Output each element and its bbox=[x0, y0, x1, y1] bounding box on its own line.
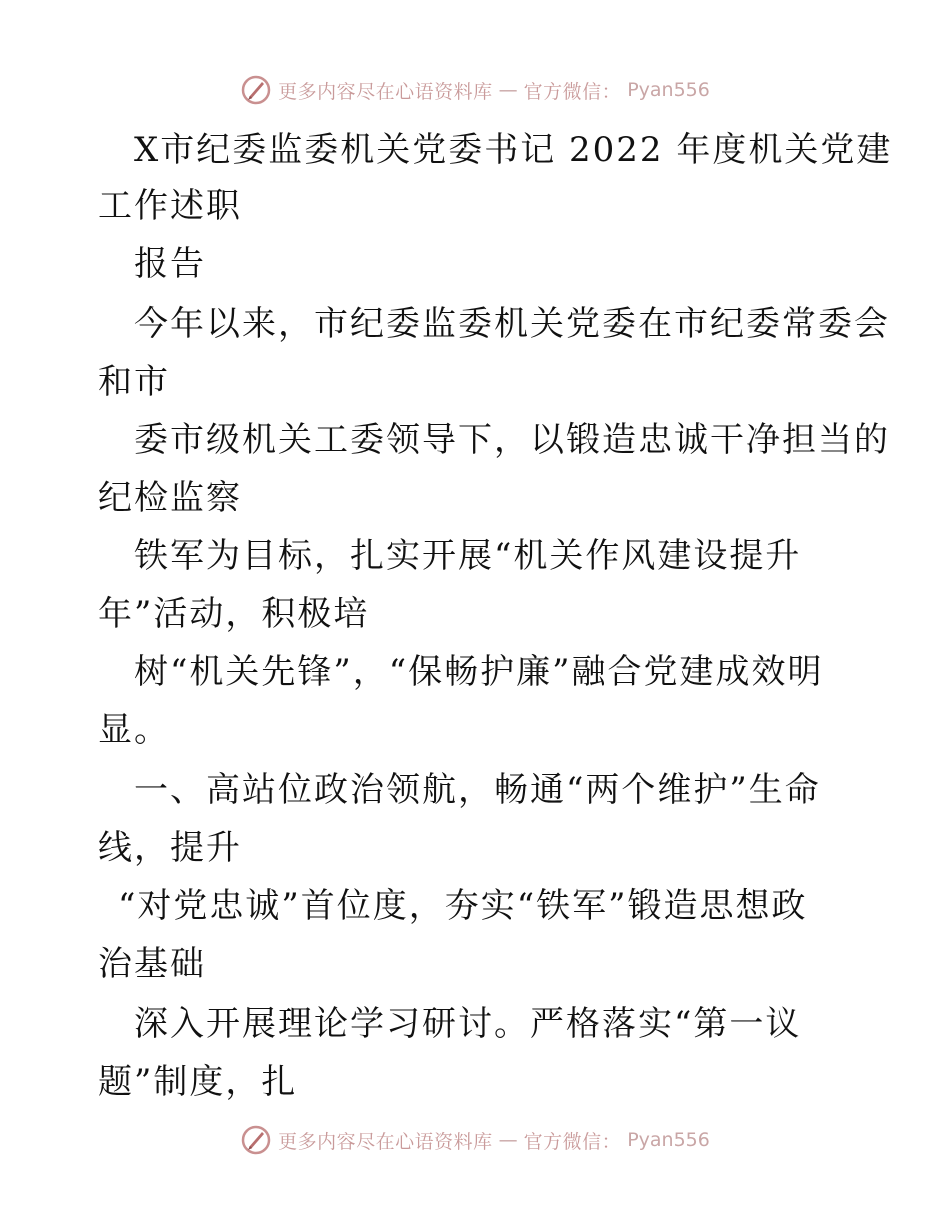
paragraph-line: 纪检监察 bbox=[98, 478, 242, 518]
watermark-wechat-label: 官方微信： bbox=[523, 1130, 622, 1153]
watermark-text: 更多内容尽在心语资料库 bbox=[278, 1130, 493, 1153]
paragraph-line: 显。 bbox=[98, 710, 170, 750]
quill-logo-icon bbox=[240, 1124, 272, 1156]
paragraph-line: 年”活动，积极培 bbox=[98, 594, 370, 634]
paragraph-line: 题”制度，扎 bbox=[98, 1062, 298, 1102]
watermark-header bbox=[0, 70, 950, 110]
watermark-wechat-label: 官方微信： bbox=[523, 80, 622, 103]
section-heading-line: 一、高站位政治领航，畅通“两个维护”生命 bbox=[134, 770, 821, 810]
section-heading-line: 治基础 bbox=[98, 944, 206, 984]
watermark-dash: — bbox=[498, 1129, 518, 1151]
quill-logo-icon bbox=[240, 74, 272, 106]
watermark-text: 更多内容尽在心语资料库 bbox=[278, 80, 493, 103]
doc-title-line-2: 工作述职 bbox=[98, 186, 242, 226]
paragraph-line: 铁军为目标，扎实开展“机关作风建设提升 bbox=[134, 536, 802, 576]
paragraph-line: 委市级机关工委领导下，以锻造忠诚干净担当的 bbox=[134, 420, 890, 460]
watermark-dash: — bbox=[498, 79, 518, 101]
paragraph-line: 树“机关先锋”，“保畅护廉”融合党建成效明 bbox=[134, 652, 824, 692]
section-heading-line: 线，提升 bbox=[98, 828, 242, 868]
doc-title-line-1: X市纪委监委机关党委书记 2022 年度机关党建 bbox=[134, 130, 893, 170]
doc-title-line-3: 报告 bbox=[134, 244, 206, 284]
section-heading-line: “对党忠诚”首位度，夯实“铁军”锻造思想政 bbox=[118, 886, 808, 926]
paragraph-line: 今年以来，市纪委监委机关党委在市纪委常委会 bbox=[134, 304, 890, 344]
watermark-wechat-id: Pyan556 bbox=[627, 79, 710, 101]
paragraph-line: 深入开展理论学习研讨。严格落实“第一议 bbox=[134, 1004, 802, 1044]
watermark-footer bbox=[0, 1120, 950, 1160]
paragraph-line: 和市 bbox=[98, 362, 170, 402]
watermark-wechat-id: Pyan556 bbox=[627, 1129, 710, 1151]
